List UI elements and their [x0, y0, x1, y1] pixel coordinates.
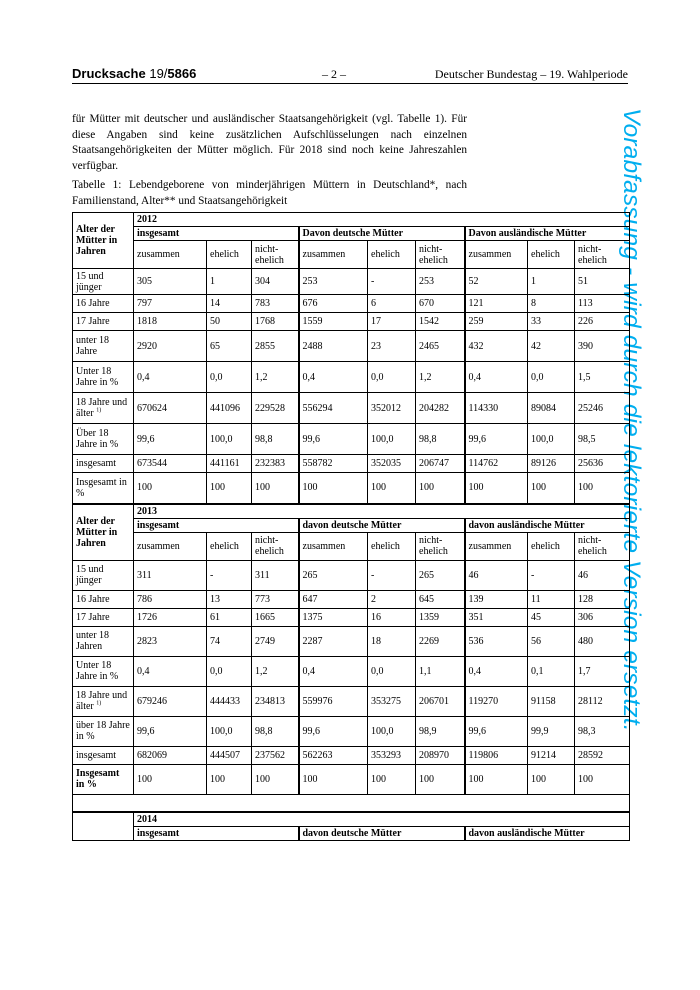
value-cell: 119270 [465, 686, 528, 716]
value-cell: 2465 [416, 331, 465, 362]
table-caption: Tabelle 1: Lebendgeborene von minderjährigen Müttern in Deutschland*, nach Familienstand, Alter** und Staatsangehörigkeit [72, 179, 467, 207]
value-cell: 100 [368, 473, 416, 504]
row-label [73, 269, 134, 295]
intro-paragraph: für Mütter mit deutscher und ausländischer Staatsangehörigkeit (vgl. Tabelle 1). Für diese Angaben sind keine zusätzlichen Aufschlüsselungen nach einzelnen Staatsangehörigkeiten der Mütter möglich. Für 2018 sind noch keine Jahreszahlen verfügbar. [72, 113, 467, 172]
value-cell: 45 [528, 608, 575, 626]
row-label [73, 295, 134, 313]
table-row [73, 362, 630, 393]
row-label [73, 473, 134, 504]
year-row [73, 504, 630, 519]
value-cell: 99,9 [528, 716, 575, 746]
value-cell: 353275 [368, 686, 416, 716]
value-cell: 100,0 [528, 424, 575, 455]
sub-header: nicht-ehelich [416, 532, 465, 560]
value-cell: 645 [416, 590, 465, 608]
value-cell: 2488 [299, 331, 368, 362]
value-cell: 0,4 [134, 362, 207, 393]
table-row [73, 331, 630, 362]
sub-header: ehelich [528, 241, 575, 269]
value-cell: 265 [299, 560, 368, 590]
value-cell: 0,4 [299, 656, 368, 686]
table-row [73, 746, 630, 764]
value-cell: 100 [368, 764, 416, 794]
value-cell: 390 [575, 331, 630, 362]
table-row [73, 473, 630, 504]
value-cell: 444433 [207, 686, 252, 716]
group-header: Davon deutsche Mütter [299, 227, 465, 241]
value-cell: - [528, 560, 575, 590]
value-cell: 2749 [252, 626, 299, 656]
value-cell: 56 [528, 626, 575, 656]
sub-header: ehelich [207, 241, 252, 269]
value-cell: 0,0 [528, 362, 575, 393]
group-header-row [73, 227, 630, 241]
value-cell: 232383 [252, 455, 299, 473]
row-label [73, 626, 134, 656]
row-label-text: insgesamt [76, 458, 116, 469]
row-label-text: 16 Jahre [76, 593, 110, 605]
group-header-row [73, 518, 630, 532]
value-cell: 99,6 [465, 716, 528, 746]
sub-header: ehelich [207, 532, 252, 560]
value-cell: 98,8 [252, 716, 299, 746]
value-cell: 2269 [416, 626, 465, 656]
year-label: 2013 [134, 504, 630, 519]
value-cell: 100 [465, 764, 528, 794]
value-cell: 1,1 [416, 656, 465, 686]
value-cell: 208970 [416, 746, 465, 764]
value-cell: 204282 [416, 393, 465, 424]
value-cell: 100 [575, 764, 630, 794]
value-cell: 2855 [252, 331, 299, 362]
value-cell: 673544 [134, 455, 207, 473]
value-cell: 0,0 [368, 362, 416, 393]
doc-number: 5866 [167, 66, 197, 81]
table-row [73, 455, 630, 473]
table-row [73, 656, 630, 686]
value-cell: 100,0 [368, 716, 416, 746]
row-label-text: insgesamt [76, 749, 116, 761]
value-cell: 556294 [299, 393, 368, 424]
row-label-text: über 18 Jahre in % [76, 720, 130, 742]
value-cell: 100 [207, 473, 252, 504]
group-header: davon ausländische Mütter [465, 827, 630, 841]
value-cell: 100 [299, 764, 368, 794]
value-cell: 100,0 [207, 716, 252, 746]
value-cell: 139 [465, 590, 528, 608]
value-cell: 119806 [465, 746, 528, 764]
row-label [73, 455, 134, 473]
row-label [73, 716, 134, 746]
value-cell: 14 [207, 295, 252, 313]
value-cell: 91214 [528, 746, 575, 764]
value-cell: 100 [252, 764, 299, 794]
group-header: insgesamt [134, 827, 299, 841]
row-label [73, 362, 134, 393]
row-label [73, 424, 134, 455]
row-label [73, 590, 134, 608]
value-cell: 113 [575, 295, 630, 313]
value-cell: 234813 [252, 686, 299, 716]
value-cell: 98,3 [575, 716, 630, 746]
value-cell: 306 [575, 608, 630, 626]
sub-header: zusammen [134, 532, 207, 560]
group-header-row [73, 827, 630, 841]
value-cell: 1375 [299, 608, 368, 626]
value-cell: 352035 [368, 455, 416, 473]
value-cell: 99,6 [134, 424, 207, 455]
table-row [73, 764, 630, 794]
sub-header: ehelich [368, 532, 416, 560]
row-label-text: Insgesamt in % [76, 768, 120, 790]
value-cell: 1665 [252, 608, 299, 626]
value-cell: 100 [528, 473, 575, 504]
value-cell: 432 [465, 331, 528, 362]
table-row [73, 313, 630, 331]
doc-label: Drucksache [72, 66, 146, 81]
value-cell: 1,2 [416, 362, 465, 393]
sub-header: nicht-ehelich [575, 532, 630, 560]
value-cell: 253 [299, 269, 368, 295]
value-cell: 65 [207, 331, 252, 362]
value-cell: 679246 [134, 686, 207, 716]
value-cell: 0,4 [134, 656, 207, 686]
value-cell: 98,8 [252, 424, 299, 455]
group-header: insgesamt [134, 518, 299, 532]
value-cell: 91158 [528, 686, 575, 716]
table-row [73, 560, 630, 590]
value-cell: 33 [528, 313, 575, 331]
value-cell: 99,6 [465, 424, 528, 455]
value-cell: 1726 [134, 608, 207, 626]
table-row [73, 269, 630, 295]
value-cell: 783 [252, 295, 299, 313]
value-cell: 0,0 [207, 656, 252, 686]
sub-header: zusammen [299, 532, 368, 560]
value-cell: 265 [416, 560, 465, 590]
value-cell: 1,2 [252, 656, 299, 686]
value-cell: 559976 [299, 686, 368, 716]
value-cell: - [368, 269, 416, 295]
value-cell: 441096 [207, 393, 252, 424]
row-label-text: 15 und jünger [76, 270, 104, 293]
value-cell: 0,0 [368, 656, 416, 686]
footnote-marker: 1) [96, 700, 102, 707]
value-cell: 0,1 [528, 656, 575, 686]
value-cell: 114330 [465, 393, 528, 424]
row-label [73, 393, 134, 424]
births-table [72, 212, 630, 841]
value-cell: 98,8 [416, 424, 465, 455]
row-label [73, 656, 134, 686]
value-cell: 1559 [299, 313, 368, 331]
value-cell: 17 [368, 313, 416, 331]
value-cell: 46 [465, 560, 528, 590]
value-cell: 2823 [134, 626, 207, 656]
table-row [73, 590, 630, 608]
row-label-text: unter 18 Jahren [76, 630, 110, 652]
value-cell: 100 [134, 473, 207, 504]
row-label-text: 18 Jahre und älter [76, 690, 128, 712]
sub-header: nicht-ehelich [575, 241, 630, 269]
value-cell: 100 [416, 764, 465, 794]
value-cell: 51 [575, 269, 630, 295]
value-cell: 797 [134, 295, 207, 313]
group-header: davon ausländische Mütter [465, 518, 630, 532]
footnote-marker: 1) [96, 407, 102, 414]
value-cell: - [207, 560, 252, 590]
doc-number-prefix: 19/ [149, 66, 168, 81]
value-cell: 311 [252, 560, 299, 590]
value-cell: 647 [299, 590, 368, 608]
value-cell: 100 [528, 764, 575, 794]
draft-watermark [618, 108, 681, 908]
value-cell: 100,0 [368, 424, 416, 455]
age-header: Alter der Mütter in Jahren [73, 213, 134, 269]
year-label: 2014 [134, 812, 630, 827]
sub-header: zusammen [465, 241, 528, 269]
value-cell: 25636 [575, 455, 630, 473]
value-cell: 676 [299, 295, 368, 313]
value-cell: 98,9 [416, 716, 465, 746]
sub-header-row [73, 532, 630, 560]
row-label [73, 746, 134, 764]
value-cell: 304 [252, 269, 299, 295]
table-row [73, 716, 630, 746]
value-cell: 229528 [252, 393, 299, 424]
value-cell: 52 [465, 269, 528, 295]
sub-header: nicht-ehelich [252, 532, 299, 560]
value-cell: 1,2 [252, 362, 299, 393]
value-cell: 74 [207, 626, 252, 656]
sub-header: nicht-ehelich [252, 241, 299, 269]
year-row [73, 812, 630, 827]
row-label [73, 313, 134, 331]
table-row [73, 608, 630, 626]
row-label-text: Unter 18 Jahre in % [76, 660, 119, 682]
value-cell: 206701 [416, 686, 465, 716]
row-label [73, 331, 134, 362]
value-cell: 100 [252, 473, 299, 504]
group-header: davon deutsche Mütter [299, 518, 465, 532]
value-cell: 89126 [528, 455, 575, 473]
value-cell: 0,4 [465, 656, 528, 686]
watermark-text: Vorabfassung - wird durch die lektorierte Version ersetzt. [618, 108, 645, 732]
page-number: – 2 – [322, 67, 346, 81]
value-cell: 441161 [207, 455, 252, 473]
row-label-text: 17 Jahre [76, 316, 110, 327]
value-cell: 99,6 [299, 424, 368, 455]
value-cell: 1768 [252, 313, 299, 331]
row-label-text: 18 Jahre und älter [76, 397, 128, 419]
value-cell: 562263 [299, 746, 368, 764]
page-header [72, 66, 628, 84]
age-header: Alter der Mütter in Jahren [73, 504, 134, 561]
value-cell: 99,6 [299, 716, 368, 746]
value-cell: 536 [465, 626, 528, 656]
value-cell: 558782 [299, 455, 368, 473]
year-row [73, 213, 630, 227]
value-cell: 0,0 [207, 362, 252, 393]
value-cell: 0,4 [299, 362, 368, 393]
year-label: 2012 [134, 213, 630, 227]
table-row [73, 424, 630, 455]
spacer-cell [73, 794, 630, 812]
sub-header-row [73, 241, 630, 269]
value-cell: 351 [465, 608, 528, 626]
value-cell: 6 [368, 295, 416, 313]
sub-header: ehelich [368, 241, 416, 269]
value-cell: 28592 [575, 746, 630, 764]
value-cell: 353293 [368, 746, 416, 764]
value-cell: 61 [207, 608, 252, 626]
group-header: insgesamt [134, 227, 299, 241]
sub-header: zusammen [299, 241, 368, 269]
row-label-text: 16 Jahre [76, 298, 110, 309]
value-cell: 25246 [575, 393, 630, 424]
value-cell: 2 [368, 590, 416, 608]
value-cell: 1,7 [575, 656, 630, 686]
value-cell: 128 [575, 590, 630, 608]
row-label-text: 17 Jahre [76, 611, 110, 623]
value-cell: 444507 [207, 746, 252, 764]
value-cell: 311 [134, 560, 207, 590]
value-cell: 23 [368, 331, 416, 362]
group-header: davon deutsche Mütter [299, 827, 465, 841]
row-label [73, 764, 134, 794]
value-cell: 1,5 [575, 362, 630, 393]
value-cell: 18 [368, 626, 416, 656]
value-cell: 46 [575, 560, 630, 590]
value-cell: 1818 [134, 313, 207, 331]
table-row [73, 686, 630, 716]
value-cell: 352012 [368, 393, 416, 424]
sub-header: zusammen [134, 241, 207, 269]
spacer-row [73, 794, 630, 812]
value-cell: 2287 [299, 626, 368, 656]
value-cell: 121 [465, 295, 528, 313]
sub-header: ehelich [528, 532, 575, 560]
value-cell: 1359 [416, 608, 465, 626]
row-label-text: 15 und jünger [76, 564, 104, 586]
value-cell: 100 [207, 764, 252, 794]
value-cell: 16 [368, 608, 416, 626]
value-cell: 89084 [528, 393, 575, 424]
value-cell: 480 [575, 626, 630, 656]
value-cell: 2920 [134, 331, 207, 362]
value-cell: 682069 [134, 746, 207, 764]
value-cell: 99,6 [134, 716, 207, 746]
value-cell: 100 [575, 473, 630, 504]
row-label-text: unter 18 Jahre [76, 335, 110, 357]
row-label [73, 608, 134, 626]
value-cell: 100 [465, 473, 528, 504]
value-cell: 11 [528, 590, 575, 608]
row-label [73, 686, 134, 716]
value-cell: - [368, 560, 416, 590]
value-cell: 253 [416, 269, 465, 295]
value-cell: 98,5 [575, 424, 630, 455]
value-cell: 42 [528, 331, 575, 362]
value-cell: 259 [465, 313, 528, 331]
value-cell: 28112 [575, 686, 630, 716]
value-cell: 114762 [465, 455, 528, 473]
value-cell: 8 [528, 295, 575, 313]
value-cell: 773 [252, 590, 299, 608]
value-cell: 100 [134, 764, 207, 794]
value-cell: 786 [134, 590, 207, 608]
age-header [73, 812, 134, 841]
value-cell: 1 [207, 269, 252, 295]
value-cell: 13 [207, 590, 252, 608]
value-cell: 237562 [252, 746, 299, 764]
value-cell: 100,0 [207, 424, 252, 455]
row-label [73, 560, 134, 590]
value-cell: 0,4 [465, 362, 528, 393]
value-cell: 50 [207, 313, 252, 331]
table-row [73, 295, 630, 313]
value-cell: 226 [575, 313, 630, 331]
group-header: Davon ausländische Mütter [465, 227, 630, 241]
value-cell: 670624 [134, 393, 207, 424]
row-label-text: Insgesamt in % [76, 476, 127, 499]
table-row [73, 626, 630, 656]
document-number [72, 66, 196, 81]
row-label-text: Unter 18 Jahre in % [76, 366, 119, 388]
value-cell: 206747 [416, 455, 465, 473]
row-label-text: Über 18 Jahre in % [76, 428, 119, 450]
publisher: Deutscher Bundestag – 19. Wahlperiode [434, 67, 628, 81]
sub-header: nicht-ehelich [416, 241, 465, 269]
value-cell: 1 [528, 269, 575, 295]
value-cell: 100 [299, 473, 368, 504]
value-cell: 100 [416, 473, 465, 504]
value-cell: 305 [134, 269, 207, 295]
table-row [73, 393, 630, 424]
sub-header: zusammen [465, 532, 528, 560]
value-cell: 670 [416, 295, 465, 313]
value-cell: 1542 [416, 313, 465, 331]
